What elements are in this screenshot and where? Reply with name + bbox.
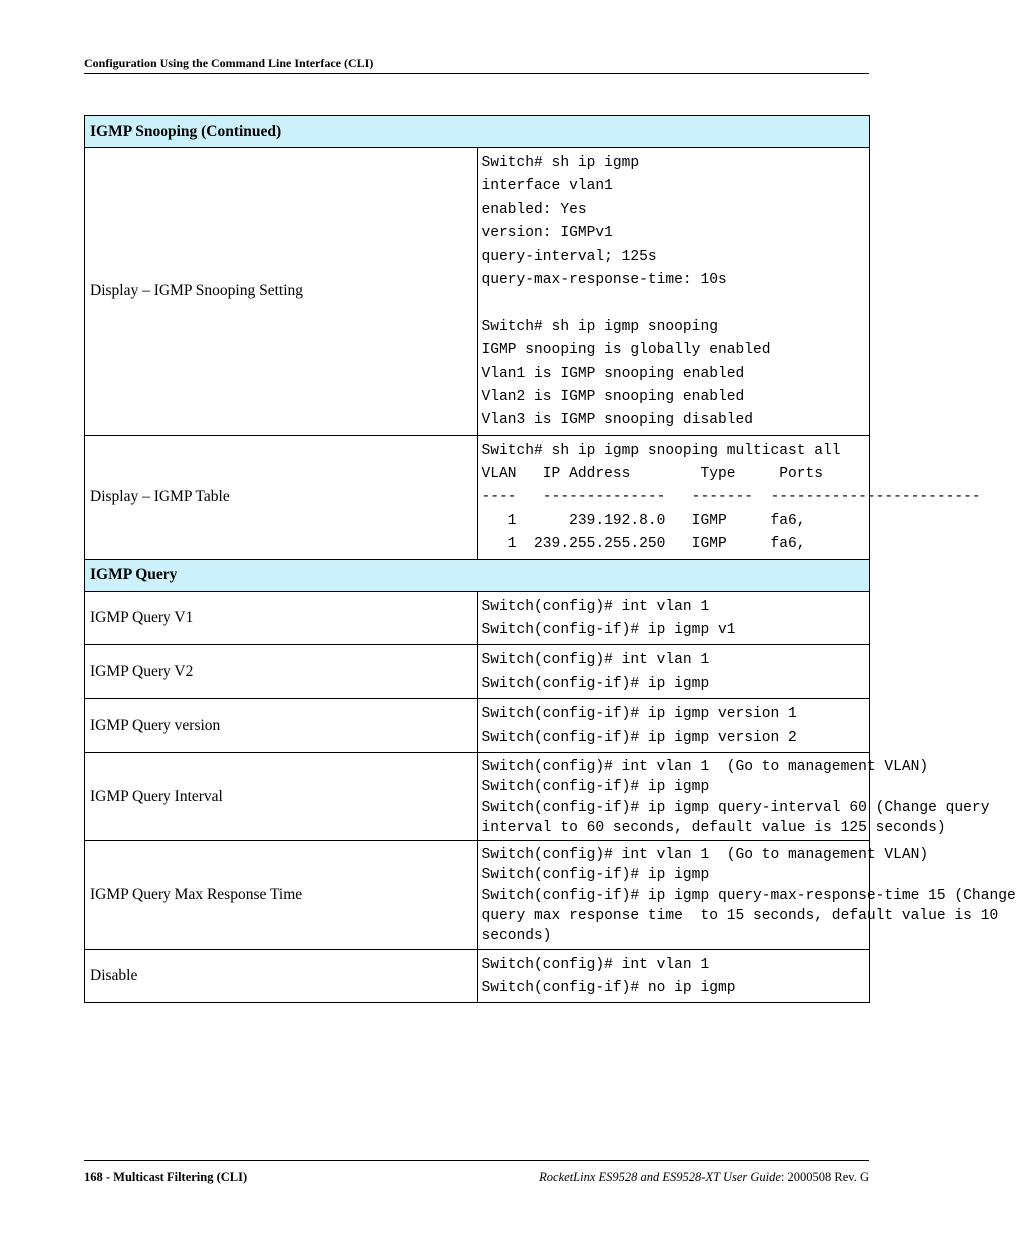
code-line: Vlan1 is IGMP snooping enabled xyxy=(481,365,745,382)
code-line: Switch(config-if)# ip igmp version 1 xyxy=(481,706,797,723)
code-line: 1 239.192.8.0 IGMP fa6, xyxy=(481,512,806,529)
code-line: Switch# sh ip igmp snooping multicast all xyxy=(481,442,841,459)
code-line: seconds) xyxy=(481,928,552,945)
command-cell xyxy=(477,645,870,699)
code-line: Vlan2 is IGMP snooping enabled xyxy=(481,388,745,405)
code-line: Switch(config-if)# ip igmp query-max-response-time 15 (Change xyxy=(481,887,1016,904)
code-line: interval to 60 seconds, default value is 125 seconds) xyxy=(481,819,946,836)
table-row xyxy=(85,949,870,1003)
code-line: VLAN IP Address Type Ports xyxy=(481,466,824,483)
command-cell xyxy=(477,699,870,753)
code-line: Switch(config)# int vlan 1 (Go to management VLAN) xyxy=(481,847,929,864)
code-line: Switch# sh ip igmp snooping xyxy=(481,318,718,335)
row-label: IGMP Query V1 xyxy=(85,591,478,645)
row-label: IGMP Query V2 xyxy=(85,645,478,699)
code-line: Switch(config)# int vlan 1 (Go to management VLAN) xyxy=(481,758,929,775)
code-line: Switch(config-if)# ip igmp v1 xyxy=(481,622,736,639)
code-line xyxy=(482,292,866,315)
code-line: query max response time to 15 seconds, default value is 10 xyxy=(481,908,999,925)
cli-command-table xyxy=(84,115,1016,1003)
table-row xyxy=(85,435,870,559)
table-row xyxy=(85,699,870,753)
code-line: Switch# sh ip igmp xyxy=(481,155,640,171)
command-cell xyxy=(477,591,870,645)
footer-guide-title: RocketLinx ES9528 and ES9528-XT User Guide xyxy=(539,1170,781,1184)
code-line: Switch(config)# int vlan 1 xyxy=(481,956,710,973)
row-label: IGMP Query Max Response Time xyxy=(85,841,478,949)
code-line: query-interval; 125s xyxy=(481,248,657,265)
code-line: Switch(config-if)# ip igmp xyxy=(481,779,710,796)
command-cell xyxy=(477,148,870,436)
table-row xyxy=(85,841,870,949)
section-row xyxy=(85,559,870,591)
running-header: Configuration Using the Command Line Interface (CLI) xyxy=(84,56,374,70)
code-line: IGMP snooping is globally enabled xyxy=(481,342,771,359)
code-line: Switch(config-if)# ip igmp xyxy=(481,675,710,692)
code-line: Switch(config-if)# no ip igmp xyxy=(481,980,736,997)
footer-page-label: 168 - Multicast Filtering (CLI) xyxy=(84,1170,248,1184)
section-row xyxy=(85,116,870,148)
table-row xyxy=(85,591,870,645)
code-line: enabled: Yes xyxy=(481,201,587,218)
code-line: interface vlan1 xyxy=(481,178,613,195)
header-rule xyxy=(84,73,869,74)
command-cell xyxy=(477,752,990,840)
code-line: 1 239.255.255.250 IGMP fa6, xyxy=(481,536,806,553)
footer-rule xyxy=(84,1160,869,1161)
code-line: Switch(config)# int vlan 1 xyxy=(481,598,710,615)
code-line: ---- -------------- ------- ------------------------ xyxy=(481,489,981,506)
section-heading-igmp-query: IGMP Query xyxy=(85,559,870,591)
row-label: IGMP Query version xyxy=(85,699,478,753)
code-line: Switch(config-if)# ip igmp version 2 xyxy=(481,729,797,746)
row-label: Display – IGMP Table xyxy=(85,435,478,559)
command-cell xyxy=(477,841,1016,949)
section-heading-igmp-snooping: IGMP Snooping (Continued) xyxy=(85,116,870,148)
code-line: Switch(config-if)# ip igmp query-interval 60 (Change query xyxy=(481,799,990,816)
footer-document-title xyxy=(539,1170,869,1185)
footer-revision: : 2000508 Rev. G xyxy=(780,1170,869,1184)
row-label: Display – IGMP Snooping Setting xyxy=(85,148,478,436)
table-row xyxy=(85,645,870,699)
command-cell xyxy=(477,949,870,1003)
table-row xyxy=(85,752,870,840)
command-cell xyxy=(477,435,981,559)
code-line: Switch(config-if)# ip igmp xyxy=(481,867,710,884)
code-line: Vlan3 is IGMP snooping disabled xyxy=(481,412,753,429)
row-label: Disable xyxy=(85,949,478,1003)
table-row xyxy=(85,148,870,436)
code-line: query-max-response-time: 10s xyxy=(481,271,727,288)
code-line: Switch(config)# int vlan 1 xyxy=(481,652,710,669)
row-label: IGMP Query Interval xyxy=(85,752,478,840)
code-line: version: IGMPv1 xyxy=(481,225,613,242)
